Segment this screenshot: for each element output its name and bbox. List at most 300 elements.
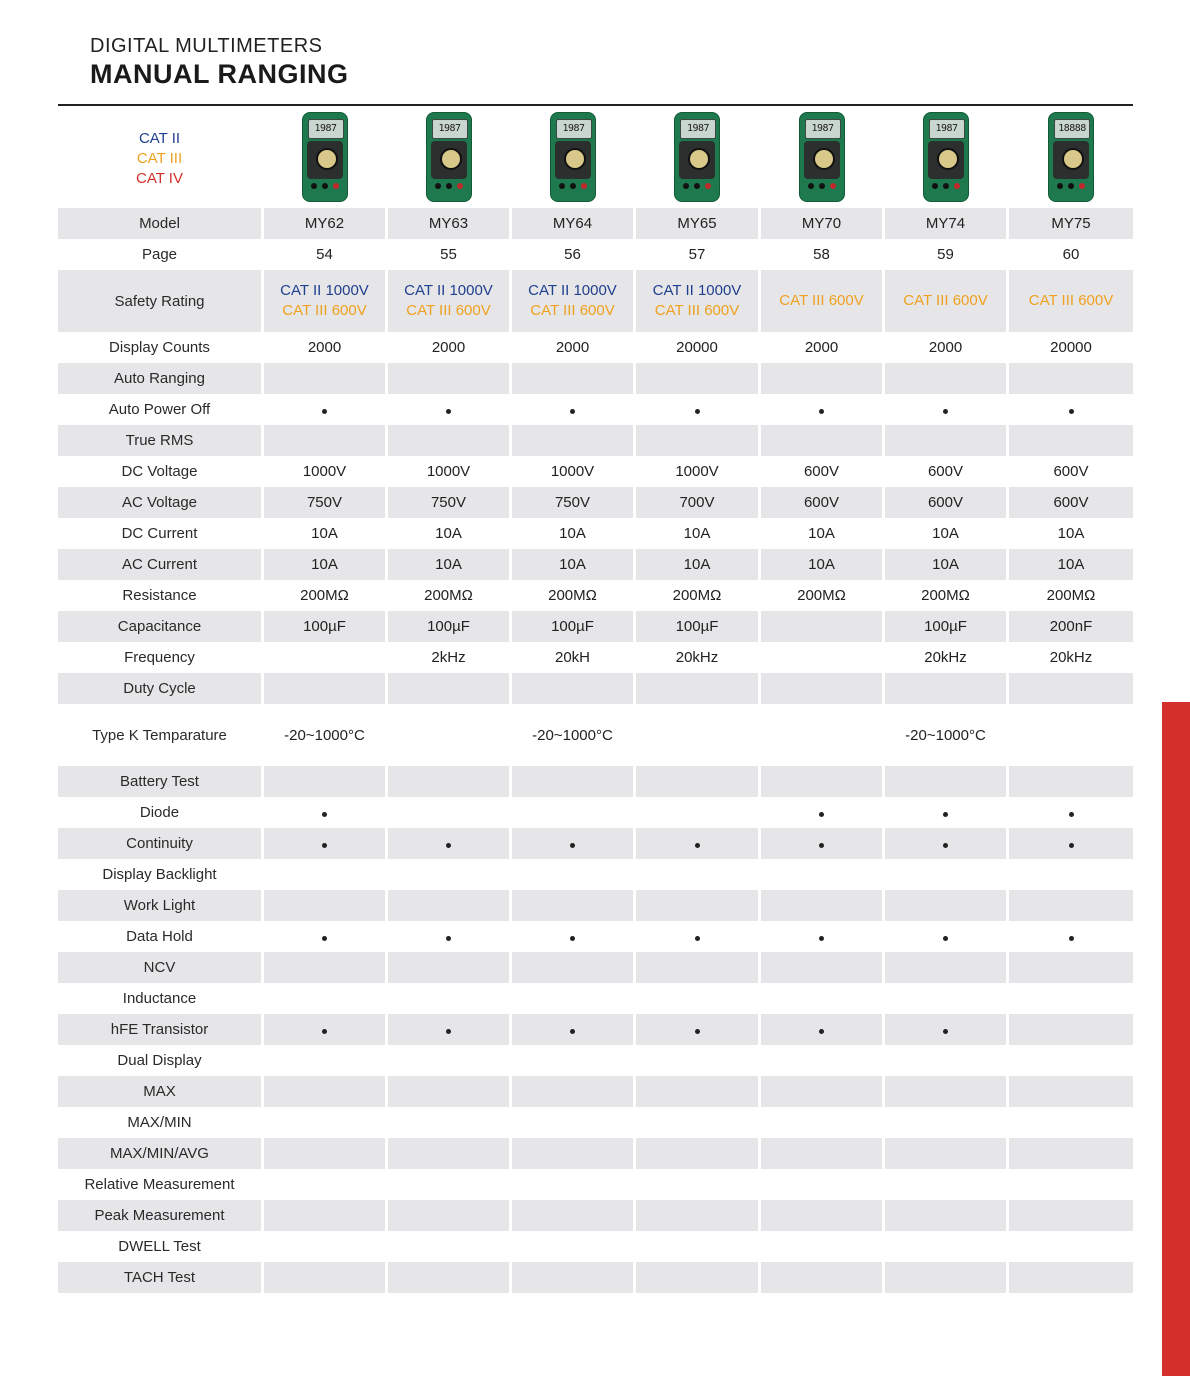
safety-cell	[512, 270, 636, 332]
row-label: Display Counts	[58, 332, 264, 363]
feature-dot-cell	[264, 921, 388, 952]
table-cell	[885, 1262, 1009, 1293]
model-cell: MY62	[264, 208, 388, 239]
page-cell: 60	[1062, 246, 1080, 263]
table-cell	[264, 952, 388, 983]
table-cell: 100µF	[388, 611, 512, 642]
row-ncv	[58, 952, 1133, 983]
table-cell	[885, 952, 1009, 983]
table-cell	[885, 890, 1009, 921]
row-data-hold	[58, 921, 1133, 952]
table-cell	[388, 425, 512, 456]
product-image-cell	[1009, 110, 1133, 208]
table-cell	[636, 797, 761, 828]
feature-dot-cell	[885, 921, 1009, 952]
feature-dot-cell	[761, 1014, 885, 1045]
table-cell	[885, 1076, 1009, 1107]
feature-dot-cell	[264, 797, 388, 828]
cat-legend	[58, 110, 264, 208]
feature-dot	[570, 409, 575, 414]
table-cell	[388, 1138, 512, 1169]
table-cell	[1009, 1045, 1133, 1076]
table-cell	[636, 952, 761, 983]
row-diode	[58, 797, 1133, 828]
meter-dial	[316, 148, 338, 170]
feature-dot	[446, 1029, 451, 1034]
table-cell	[388, 1262, 512, 1293]
table-cell	[1009, 983, 1133, 1014]
row-capacitance	[58, 611, 1133, 642]
feature-dot	[1069, 843, 1074, 848]
table-cell	[761, 766, 885, 797]
table-cell	[388, 363, 512, 394]
meter-dial	[1062, 148, 1084, 170]
table-cell	[264, 1076, 388, 1107]
row-inductance	[58, 983, 1133, 1014]
feature-dot-cell	[264, 394, 388, 425]
table-cell: 10A	[636, 518, 761, 549]
table-cell	[636, 890, 761, 921]
table-cell: 750V	[264, 487, 388, 518]
row-duty-cycle	[58, 673, 1133, 704]
page-cell: 58	[761, 239, 885, 270]
row-label: Page	[58, 239, 264, 270]
feature-dot-cell	[885, 797, 1009, 828]
table-cell	[512, 673, 636, 704]
table-cell	[885, 425, 1009, 456]
row-label: Frequency	[58, 642, 264, 673]
page-subtitle: DIGITAL MULTIMETERS	[90, 35, 323, 57]
row-model	[58, 208, 1133, 239]
table-cell	[388, 859, 512, 890]
feature-dot	[322, 1029, 327, 1034]
feature-dot-cell	[1009, 921, 1133, 952]
feature-dot	[943, 1029, 948, 1034]
table-cell	[512, 1200, 636, 1231]
row-auto-power-off	[58, 394, 1133, 425]
feature-dot	[695, 409, 700, 414]
feature-dot	[446, 409, 451, 414]
table-cell	[512, 1045, 636, 1076]
table-cell	[761, 1138, 885, 1169]
table-cell: 20000	[636, 332, 761, 363]
feature-dot-cell	[388, 828, 512, 859]
row-resistance	[58, 580, 1133, 611]
meter-jack	[446, 183, 452, 189]
table-cell	[761, 704, 885, 766]
row-true-rms	[58, 425, 1133, 456]
table-cell	[264, 425, 388, 456]
table-cell	[885, 1200, 1009, 1231]
table-cell: -20~1000°C	[512, 704, 636, 766]
page-cell: 56	[512, 239, 636, 270]
table-cell: 1000V	[636, 456, 761, 487]
table-cell: 600V	[1009, 487, 1133, 518]
feature-dot	[819, 936, 824, 941]
safety-cat-iii: CAT III 600V	[654, 302, 740, 319]
row-ac-current	[58, 549, 1133, 580]
row-label: DWELL Test	[58, 1231, 264, 1262]
table-cell	[885, 673, 1009, 704]
meter-jack	[435, 183, 441, 189]
safety-cell	[636, 270, 761, 332]
table-cell	[1009, 1262, 1133, 1293]
meter-display: 1987	[929, 119, 965, 139]
feature-dot-cell	[636, 828, 761, 859]
multimeter-image	[550, 112, 596, 202]
feature-dot-cell	[512, 394, 636, 425]
meter-jack	[1079, 183, 1085, 189]
table-cell: 200MΩ	[1046, 587, 1096, 604]
table-cell	[1009, 1231, 1133, 1262]
table-cell	[636, 859, 761, 890]
table-cell: 2000	[885, 332, 1009, 363]
page-header	[90, 34, 349, 90]
table-cell	[636, 363, 761, 394]
table-cell	[636, 425, 761, 456]
row-page	[58, 239, 1133, 270]
table-cell: 2000	[512, 332, 636, 363]
table-cell	[636, 1107, 761, 1138]
model-cell: MY74	[885, 208, 1009, 239]
table-cell	[761, 363, 885, 394]
row-label: Model	[58, 208, 264, 239]
row-label: Resistance	[58, 580, 264, 611]
row-hfe-transistor	[58, 1014, 1133, 1045]
table-cell	[761, 611, 885, 642]
table-cell	[512, 1076, 636, 1107]
multimeter-image	[674, 112, 720, 202]
safety-cat-ii: CAT II 1000V	[528, 282, 617, 299]
table-cell	[512, 983, 636, 1014]
row-label: Type K Temparature	[58, 704, 264, 766]
safety-cat-iii: CAT III 600V	[1028, 292, 1114, 309]
feature-dot	[819, 812, 824, 817]
meter-dial	[688, 148, 710, 170]
side-accent-bar	[1162, 702, 1190, 1376]
safety-cat-ii: CAT II 1000V	[652, 282, 742, 299]
table-cell	[512, 766, 636, 797]
feature-dot-cell	[512, 1014, 636, 1045]
feature-dot	[943, 409, 948, 414]
safety-cat-iii: CAT III 600V	[779, 292, 864, 309]
table-cell	[264, 363, 388, 394]
spec-table	[58, 110, 1133, 1293]
table-cell	[264, 1169, 388, 1200]
table-cell	[388, 797, 512, 828]
feature-dot	[446, 843, 451, 848]
table-cell	[264, 766, 388, 797]
table-cell	[1009, 1200, 1133, 1231]
meter-jack	[1057, 183, 1063, 189]
table-cell	[636, 983, 761, 1014]
table-cell	[264, 673, 388, 704]
feature-dot	[322, 409, 327, 414]
row-label: TACH Test	[58, 1262, 264, 1293]
table-cell: 100µF	[512, 611, 636, 642]
row-display-backlight	[58, 859, 1133, 890]
table-cell: 600V	[761, 487, 885, 518]
table-cell	[761, 952, 885, 983]
table-cell	[636, 1045, 761, 1076]
table-cell	[512, 1107, 636, 1138]
table-cell	[636, 1138, 761, 1169]
meter-jack	[954, 183, 960, 189]
table-cell: 1000V	[512, 456, 636, 487]
feature-dot-cell	[264, 1014, 388, 1045]
table-cell	[636, 1262, 761, 1293]
table-cell	[1009, 363, 1133, 394]
table-cell	[636, 1231, 761, 1262]
table-cell	[512, 952, 636, 983]
feature-dot-cell	[761, 797, 885, 828]
table-cell	[885, 983, 1009, 1014]
feature-dot-cell	[761, 921, 885, 952]
row-label: Display Backlight	[58, 859, 264, 890]
row-label: DC Current	[58, 518, 264, 549]
table-cell	[761, 642, 885, 673]
row-label: Dual Display	[58, 1045, 264, 1076]
page-cell: 54	[264, 239, 388, 270]
product-image-cell	[636, 110, 761, 208]
row-label: Work Light	[58, 890, 264, 921]
table-cell	[1009, 1076, 1133, 1107]
table-cell	[388, 1169, 512, 1200]
row-max-min-avg	[58, 1138, 1133, 1169]
table-cell	[1009, 425, 1133, 456]
feature-dot-cell	[761, 828, 885, 859]
safety-cell	[264, 270, 388, 332]
page-cell: 59	[885, 239, 1009, 270]
table-cell	[512, 797, 636, 828]
row-label: Safety Rating	[58, 270, 264, 332]
header-divider	[58, 104, 1133, 106]
safety-cell	[885, 270, 1009, 332]
product-image-cell	[512, 110, 636, 208]
meter-dial	[564, 148, 586, 170]
table-cell	[512, 1138, 636, 1169]
model-cell: MY75	[1009, 208, 1133, 239]
page-cell: 57	[636, 239, 761, 270]
meter-display: 1987	[556, 119, 592, 139]
meter-jack	[322, 183, 328, 189]
table-cell	[761, 1169, 885, 1200]
row-dc-voltage	[58, 456, 1133, 487]
feature-dot	[570, 936, 575, 941]
table-cell	[885, 1138, 1009, 1169]
feature-dot	[446, 936, 451, 941]
feature-dot-cell	[512, 921, 636, 952]
feature-dot-cell	[1009, 797, 1133, 828]
meter-display: 1987	[680, 119, 716, 139]
safety-cat-iii: CAT III 600V	[903, 292, 988, 309]
safety-cat-ii: CAT II 1000V	[404, 282, 493, 299]
table-cell: 10A	[885, 518, 1009, 549]
table-cell	[636, 1076, 761, 1107]
table-cell: 10A	[761, 549, 885, 580]
table-cell	[388, 890, 512, 921]
table-cell	[636, 1169, 761, 1200]
table-cell	[264, 642, 388, 673]
meter-jack	[457, 183, 463, 189]
table-cell: 2000	[761, 332, 885, 363]
model-cell: MY64	[512, 208, 636, 239]
feature-dot	[943, 936, 948, 941]
row-peak-measurement	[58, 1200, 1133, 1231]
table-cell: 200nF	[1009, 611, 1133, 642]
row-auto-ranging	[58, 363, 1133, 394]
safety-cat-iii: CAT III 600V	[406, 302, 491, 319]
table-cell: 700V	[636, 487, 761, 518]
meter-display: 1987	[805, 119, 841, 139]
table-cell	[388, 1045, 512, 1076]
row-label: Peak Measurement	[58, 1200, 264, 1231]
row-label: NCV	[58, 952, 264, 983]
feature-dot	[570, 1029, 575, 1034]
table-cell	[1009, 704, 1133, 766]
table-cell	[1009, 1138, 1133, 1169]
table-cell: -20~1000°C	[885, 704, 1009, 766]
table-cell	[761, 859, 885, 890]
table-cell: 10A	[388, 549, 512, 580]
feature-dot-cell	[885, 1014, 1009, 1045]
table-cell: 600V	[885, 456, 1009, 487]
legend-cat-ii: CAT II	[138, 130, 181, 147]
meter-dial	[440, 148, 462, 170]
table-cell: 600V	[761, 456, 885, 487]
feature-dot-cell	[636, 1014, 761, 1045]
table-cell	[512, 363, 636, 394]
meter-jack	[830, 183, 836, 189]
table-cell: 1000V	[388, 456, 512, 487]
row-label: MAX/MIN	[58, 1107, 264, 1138]
table-cell	[1009, 952, 1133, 983]
table-cell	[885, 859, 1009, 890]
feature-dot-cell	[1009, 394, 1133, 425]
row-safety-rating	[58, 270, 1133, 332]
feature-dot-cell	[388, 394, 512, 425]
multimeter-image	[426, 112, 472, 202]
feature-dot	[322, 936, 327, 941]
table-cell: 10A	[512, 518, 636, 549]
table-cell	[512, 859, 636, 890]
feature-dot	[1069, 812, 1074, 817]
table-cell	[885, 1045, 1009, 1076]
row-label: Inductance	[58, 983, 264, 1014]
row-dc-current	[58, 518, 1133, 549]
table-cell	[1009, 766, 1133, 797]
row-max-min	[58, 1107, 1133, 1138]
table-cell: 600V	[1053, 463, 1089, 480]
table-cell: 600V	[885, 487, 1009, 518]
table-cell	[264, 1107, 388, 1138]
table-cell	[388, 1107, 512, 1138]
multimeter-image	[302, 112, 348, 202]
table-cell: 20kHz	[1049, 649, 1093, 666]
meter-jack	[683, 183, 689, 189]
table-cell	[636, 1200, 761, 1231]
feature-dot-cell	[885, 828, 1009, 859]
table-cell: 200MΩ	[761, 580, 885, 611]
meter-jack	[1068, 183, 1074, 189]
row-label: True RMS	[58, 425, 264, 456]
table-cell	[885, 363, 1009, 394]
table-cell: 20kHz	[885, 642, 1009, 673]
table-cell	[885, 1169, 1009, 1200]
table-cell	[636, 673, 761, 704]
row-label: Data Hold	[58, 921, 264, 952]
table-cell: 10A	[636, 549, 761, 580]
meter-jack	[808, 183, 814, 189]
table-cell: 10A	[512, 549, 636, 580]
row-label: Capacitance	[58, 611, 264, 642]
feature-dot	[695, 843, 700, 848]
meter-jack	[705, 183, 711, 189]
product-image-cell	[388, 110, 512, 208]
table-cell	[264, 1045, 388, 1076]
row-label: AC Voltage	[58, 487, 264, 518]
row-work-light	[58, 890, 1133, 921]
feature-dot	[943, 812, 948, 817]
table-cell	[264, 1262, 388, 1293]
table-cell: 100µF	[885, 611, 1009, 642]
safety-cell	[761, 270, 885, 332]
feature-dot	[695, 936, 700, 941]
table-cell	[761, 1076, 885, 1107]
table-cell	[761, 1200, 885, 1231]
table-cell: 100µF	[636, 611, 761, 642]
meter-jack	[943, 183, 949, 189]
meter-jack	[570, 183, 576, 189]
table-cell: 10A	[264, 549, 388, 580]
table-cell	[1009, 859, 1133, 890]
feature-dot-cell	[264, 828, 388, 859]
feature-dot	[1069, 409, 1074, 414]
feature-dot-cell	[1009, 828, 1133, 859]
table-cell	[264, 1231, 388, 1262]
table-cell	[761, 1107, 885, 1138]
feature-dot	[819, 409, 824, 414]
row-label: Auto Power Off	[58, 394, 264, 425]
table-cell	[1009, 890, 1133, 921]
table-cell	[1009, 1107, 1133, 1138]
row-label: DC Voltage	[58, 456, 264, 487]
product-image-cell	[761, 110, 885, 208]
safety-cat-iii: CAT III 600V	[530, 302, 615, 319]
meter-jack	[819, 183, 825, 189]
row-label: Continuity	[58, 828, 264, 859]
table-cell	[388, 1200, 512, 1231]
meter-jack	[333, 183, 339, 189]
row-label: hFE Transistor	[58, 1014, 264, 1045]
feature-dot	[570, 843, 575, 848]
row-label: MAX	[58, 1076, 264, 1107]
product-image-row	[58, 110, 1133, 208]
row-battery-test	[58, 766, 1133, 797]
table-cell	[885, 766, 1009, 797]
table-cell	[264, 1138, 388, 1169]
meter-dial	[937, 148, 959, 170]
table-cell	[264, 983, 388, 1014]
table-cell: 20000	[1050, 339, 1092, 356]
table-cell	[388, 983, 512, 1014]
meter-display: 1987	[308, 119, 344, 139]
model-cell: MY70	[761, 208, 885, 239]
feature-dot	[695, 1029, 700, 1034]
table-cell	[512, 890, 636, 921]
table-cell: 10A	[1057, 525, 1085, 542]
row-max	[58, 1076, 1133, 1107]
